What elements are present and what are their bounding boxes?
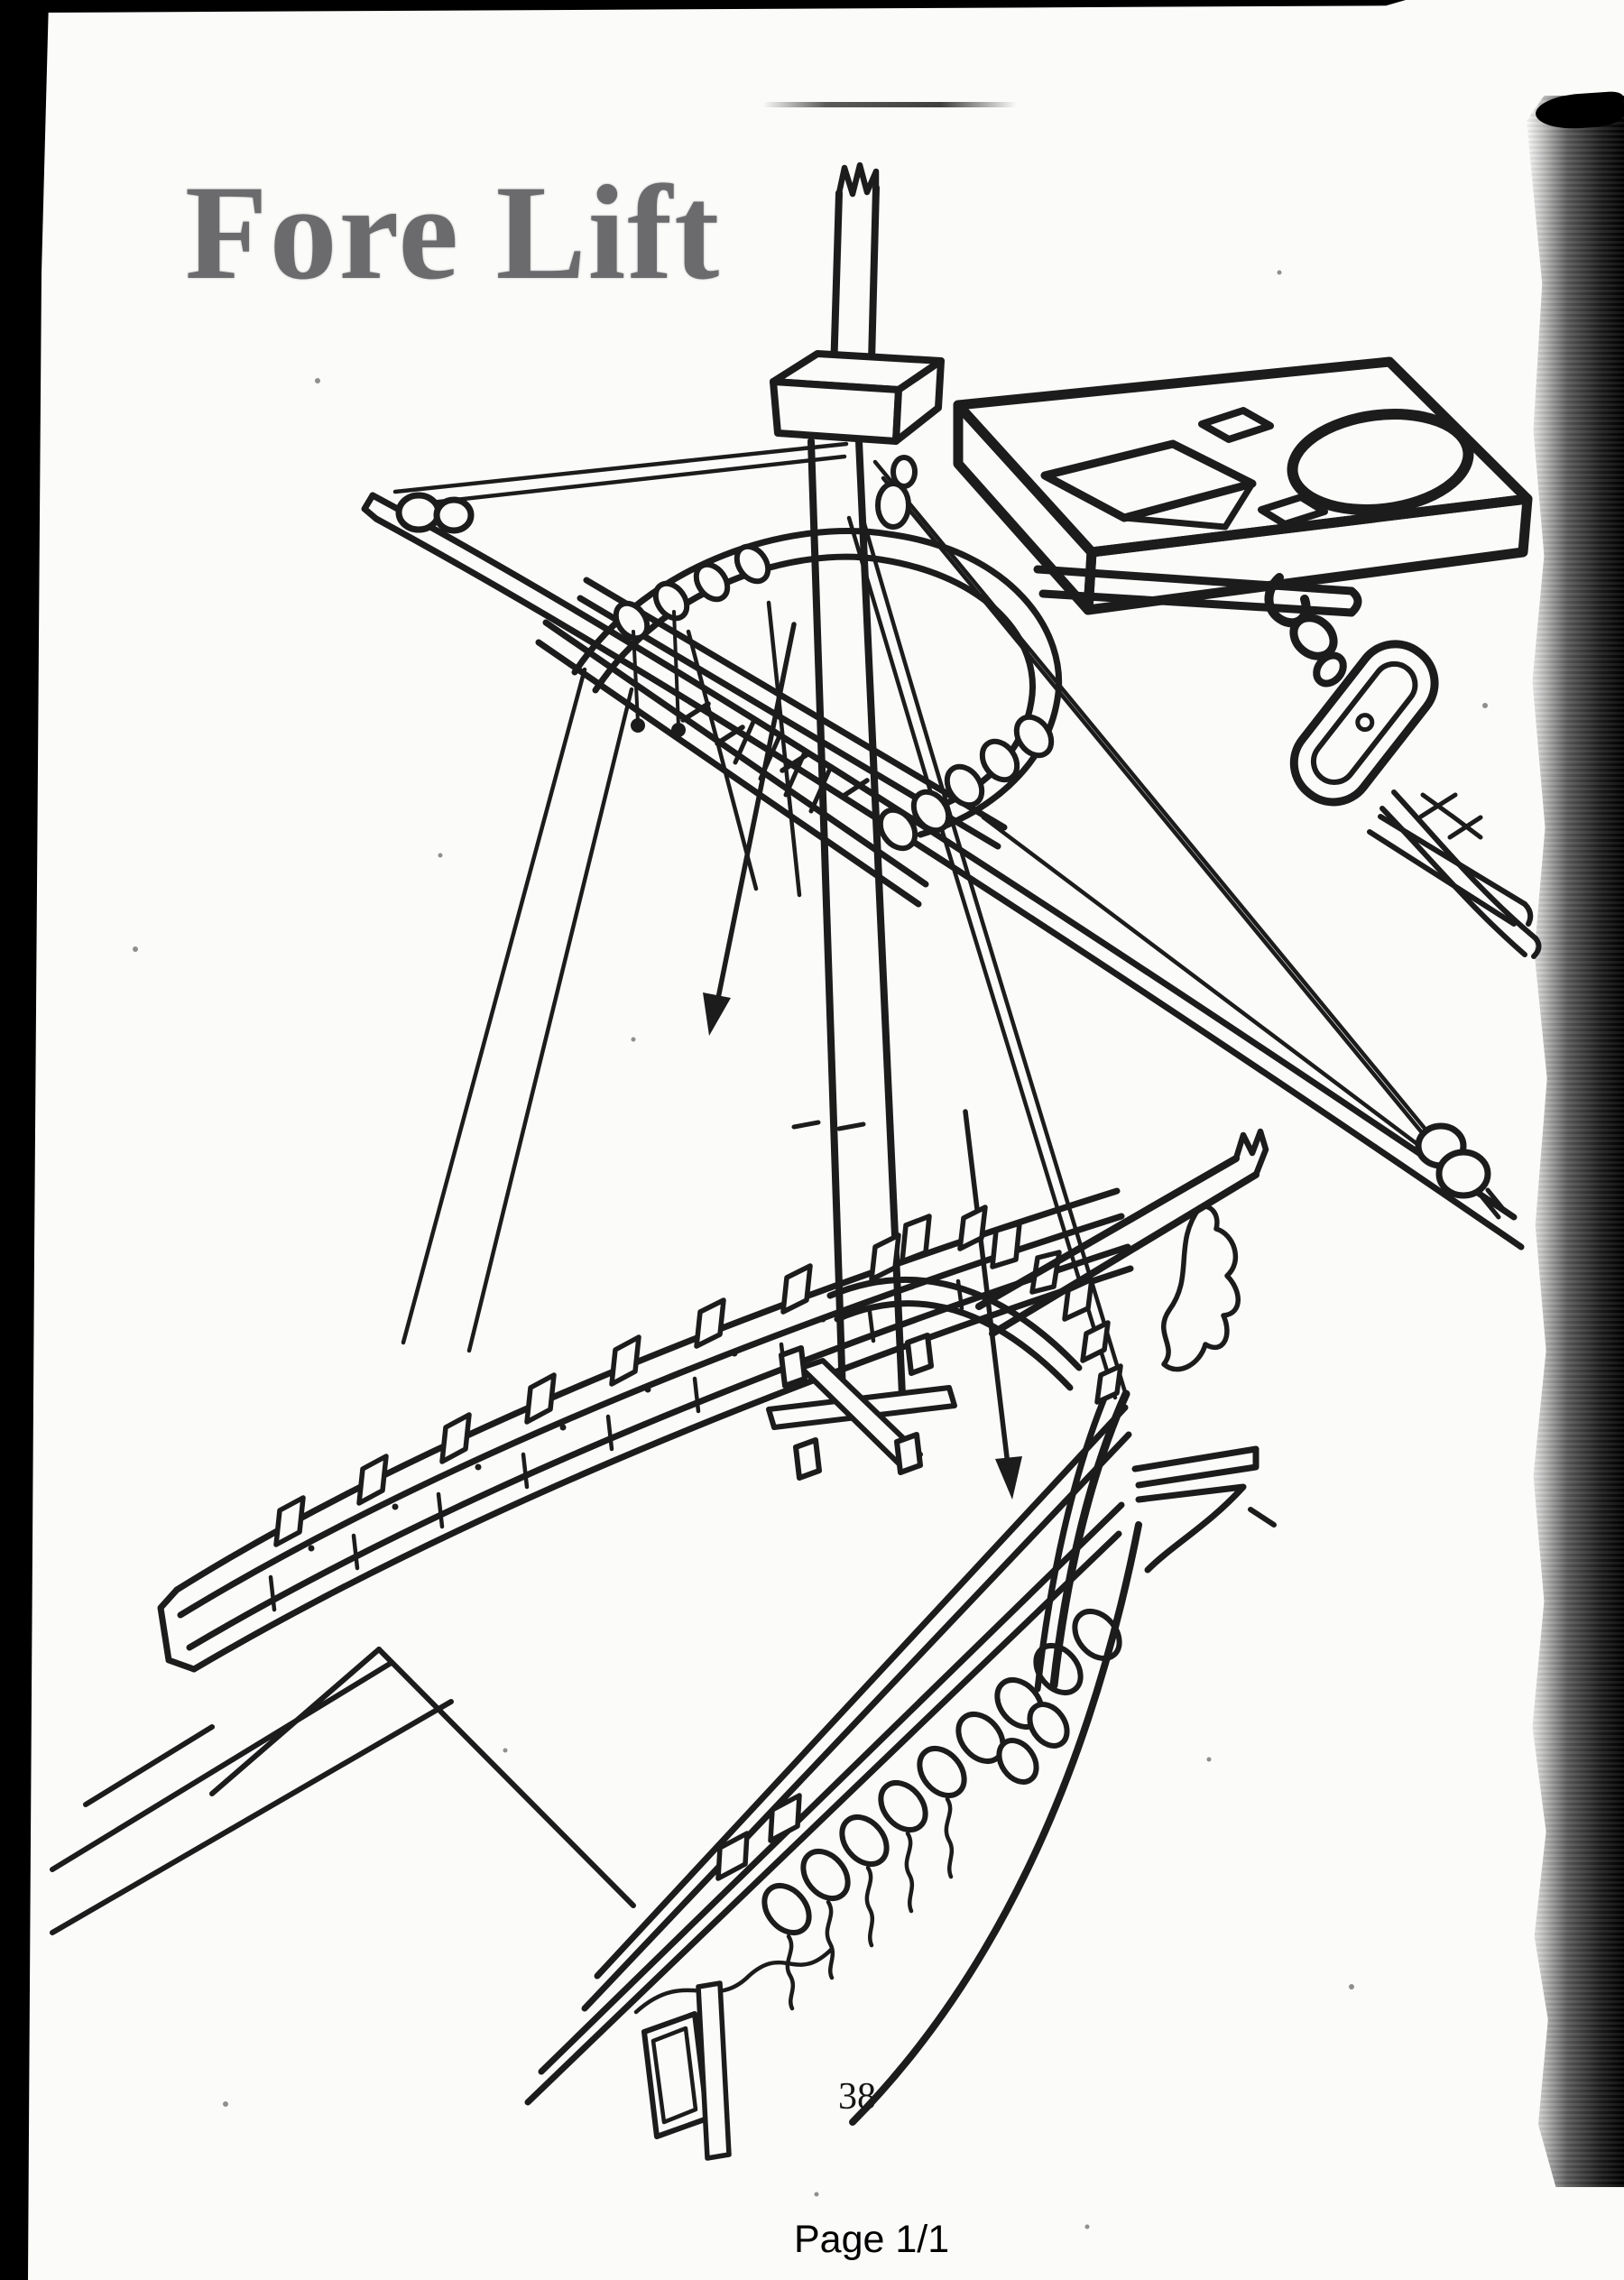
cap-detail-top-face xyxy=(958,362,1527,552)
port-rail-timberheads xyxy=(276,1207,985,1545)
page-number: 38 xyxy=(838,2076,876,2118)
stem-steps xyxy=(1065,1279,1121,1402)
mast-and-cap xyxy=(773,165,941,1395)
port-rail-stanchions xyxy=(271,1281,962,1610)
block-tackle-detail xyxy=(1038,569,1539,956)
yard-with-rings xyxy=(364,495,1521,1247)
cap-detail-small-hole-1 xyxy=(1202,411,1270,439)
cathead-beams xyxy=(1135,1449,1274,1570)
pointer-arrow-bow-head xyxy=(995,1456,1022,1500)
scan-speckles xyxy=(133,271,1488,2229)
bulwark-post xyxy=(698,1983,729,2158)
bow-hull xyxy=(52,1131,1274,2158)
deck-planking xyxy=(52,1649,633,1933)
page-title: Fore Lift xyxy=(185,158,722,308)
footer-page-indicator: Page 1/1 xyxy=(794,2218,950,2261)
pointer-arrows xyxy=(703,624,1022,1500)
cap-detail-square-hole xyxy=(1045,444,1252,518)
mast-step xyxy=(769,1335,955,1478)
detail-block xyxy=(1278,629,1450,817)
cap-detail-left-face xyxy=(958,405,1092,610)
pointer-arrow-left-head xyxy=(703,992,731,1036)
scroll-flame-carving xyxy=(1164,1206,1239,1369)
mast-cap-small xyxy=(773,354,941,441)
